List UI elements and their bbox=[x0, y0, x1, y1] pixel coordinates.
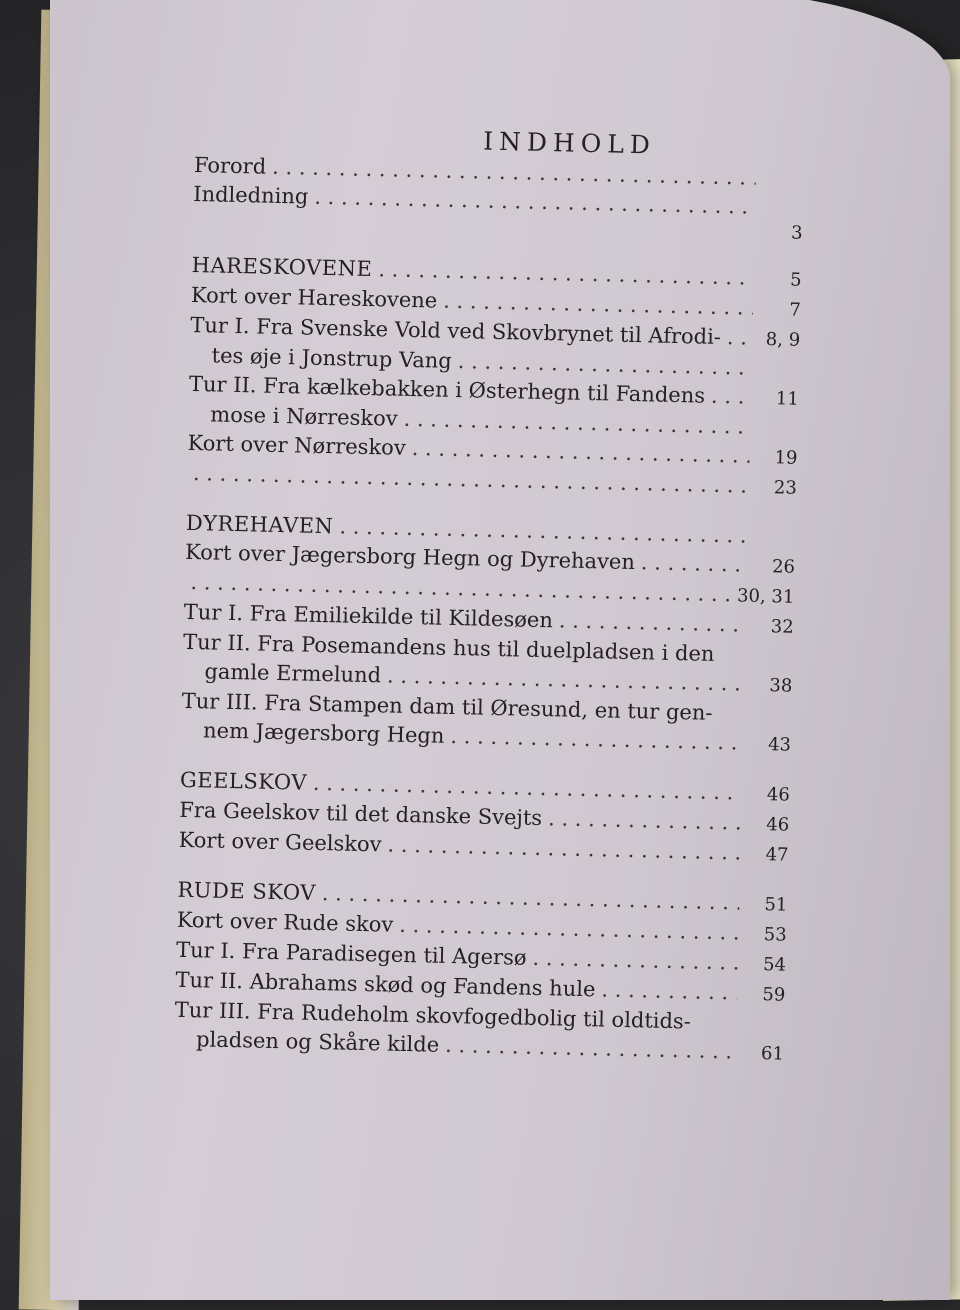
section-label: DYREHAVEN bbox=[185, 510, 334, 539]
entry-page: 43 bbox=[767, 734, 792, 756]
entry-page: 38 bbox=[769, 675, 793, 697]
leader-dots bbox=[445, 1031, 736, 1067]
entry-page: 51 bbox=[764, 894, 788, 916]
entry-page: 11 bbox=[775, 388, 800, 410]
entry-label: Tur II. Fra Posemandens hus til duelpladsen i den bbox=[182, 629, 715, 666]
entry-page: 3 bbox=[790, 222, 803, 244]
entry-label: gamle Ermelund bbox=[204, 659, 382, 688]
section-label: HARESKOVENE bbox=[191, 252, 373, 282]
leader-dots bbox=[727, 323, 753, 353]
entry-label: pladsen og Skåre kilde bbox=[195, 1027, 440, 1057]
entry-label: Tur III. Fra Rudeholm skovfogedbolig til oldtids- bbox=[174, 997, 692, 1034]
entry-label: Fra Geelskov til det danske Svejts bbox=[179, 797, 543, 831]
entry-label: Tur I. Fra Emiliekilde til Kildesøen bbox=[183, 599, 554, 633]
entry-page: 26 bbox=[771, 556, 796, 578]
leader-dots bbox=[548, 804, 742, 837]
entry-page: 7 bbox=[789, 299, 802, 321]
leader-dots bbox=[532, 944, 738, 978]
entry-label: Kort over Rude skov bbox=[176, 907, 394, 937]
entry-page: 32 bbox=[770, 616, 794, 638]
entry-label: Kort over Jægersborg Hegn og Dyrehaven bbox=[184, 539, 636, 575]
leader-dots bbox=[641, 548, 748, 579]
entry-page: 19 bbox=[774, 447, 798, 469]
section-label: RUDE SKOV bbox=[177, 877, 317, 905]
entry-page bbox=[757, 375, 799, 376]
entry-label: Tur I. Fra Svenske Vold ved Skovbrynet til Afrodi- bbox=[190, 312, 722, 349]
entry-page: 59 bbox=[762, 984, 786, 1006]
entry-page: 53 bbox=[763, 924, 787, 946]
entry-label: tes øje i Jonstrup Vang bbox=[211, 343, 453, 373]
entry-page bbox=[756, 434, 798, 435]
entry-label: nem Jægersborg Hegn bbox=[202, 718, 445, 748]
entry-page bbox=[742, 1009, 785, 1039]
leader-dots bbox=[711, 382, 751, 412]
entry-label: Forord bbox=[193, 152, 267, 179]
table-of-contents bbox=[174, 120, 805, 1069]
entry-page: 46 bbox=[766, 784, 791, 806]
entry-label: Tur III. Fra Stampen dam til Øresund, en tur gen- bbox=[181, 688, 713, 725]
leader-dots bbox=[601, 975, 738, 1007]
entry-page: 8, 9 bbox=[765, 329, 801, 351]
entry-label: Indledning bbox=[193, 181, 309, 209]
entry-label: Tur II. Fra kælkebakken i Østerhegn til Fandens bbox=[188, 371, 706, 408]
entry-page bbox=[749, 700, 792, 730]
entry-page: 54 bbox=[762, 954, 787, 976]
entry-label: Tur I. Fra Paradisegen til Agersø bbox=[175, 937, 527, 970]
entry-page bbox=[751, 641, 794, 671]
leader-dots bbox=[559, 606, 746, 639]
toc-title: INDHOLD bbox=[482, 126, 657, 160]
entry-page: 61 bbox=[760, 1043, 785, 1065]
entry-label: mose i Nørreskov bbox=[210, 402, 398, 431]
entry-page bbox=[761, 214, 803, 215]
entry-page bbox=[754, 543, 796, 544]
entry-page bbox=[762, 185, 804, 186]
entry-label: Tur II. Abrahams skød og Fandens hule bbox=[175, 967, 596, 1002]
entry-label: Kort over Geelskov bbox=[178, 827, 382, 857]
entry-page: 23 bbox=[773, 477, 798, 499]
entry-page: 46 bbox=[766, 814, 790, 836]
entry-page: 30, 31 bbox=[736, 585, 795, 608]
section-label: GEELSKOV bbox=[179, 767, 308, 795]
entry-page: 47 bbox=[765, 844, 789, 866]
entry-label: Kort over Nørreskov bbox=[187, 430, 406, 460]
entry-page: 5 bbox=[789, 269, 802, 291]
entry-label: Kort over Hareskovene bbox=[190, 282, 438, 313]
